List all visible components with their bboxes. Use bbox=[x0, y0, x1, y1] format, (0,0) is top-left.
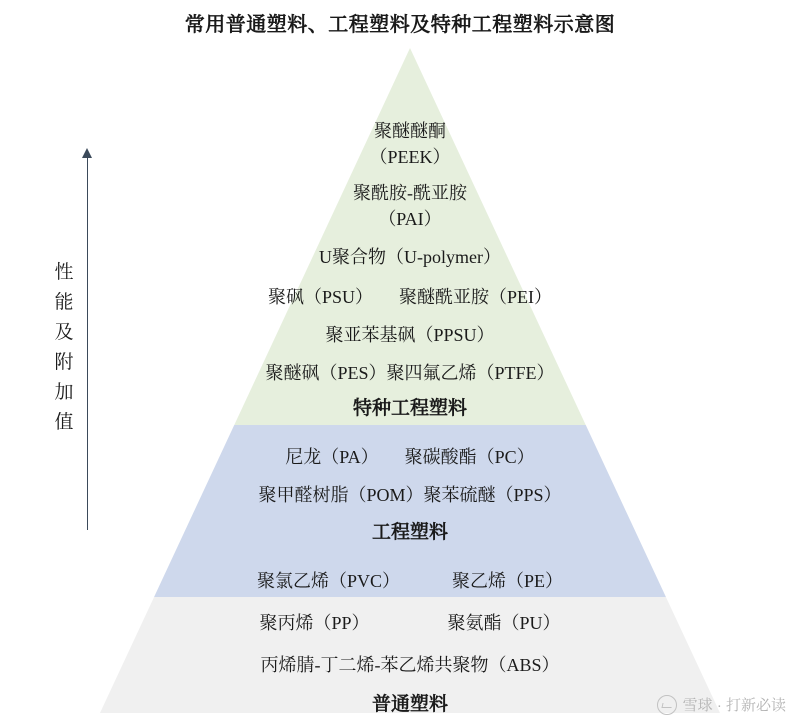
pyramid-item: 聚醚砜（PES） bbox=[265, 363, 387, 383]
pyramid-item: 聚酰胺-酰亚胺 bbox=[353, 183, 467, 203]
pyramid-item: 聚醚酰亚胺（PEI） bbox=[399, 287, 553, 307]
pyramid-labels bbox=[100, 48, 720, 713]
axis-label bbox=[50, 258, 78, 438]
pyramid-item: （PAI） bbox=[378, 209, 442, 229]
axis-label-char: 加 bbox=[54, 382, 74, 403]
value-axis bbox=[48, 150, 98, 530]
pyramid-category-label-general: 普通塑料 bbox=[371, 694, 448, 715]
pyramid-item: （PEEK） bbox=[369, 147, 451, 167]
pyramid-item-pair bbox=[100, 568, 720, 594]
pyramid-item: U聚合物（U-polymer） bbox=[319, 247, 501, 267]
page-title: 常用普通塑料、工程塑料及特种工程塑料示意图 bbox=[184, 14, 616, 36]
pyramid-item: 聚苯硫醚（PPS） bbox=[423, 485, 562, 505]
pyramid-item: 聚砜（PSU） bbox=[267, 287, 374, 307]
pyramid-item: 聚四氟乙烯（PTFE） bbox=[386, 363, 555, 383]
axis-line bbox=[87, 156, 88, 530]
pyramid-item: 聚甲醛树脂（POM） bbox=[258, 485, 424, 505]
pyramid-item: 尼龙（PA） bbox=[285, 447, 379, 467]
pyramid-item: 聚丙烯（PP） bbox=[259, 613, 370, 633]
pyramid-category-label-engineering: 工程塑料 bbox=[371, 522, 448, 543]
pyramid-item: 丙烯腈-丁二烯-苯乙烯共聚物（ABS） bbox=[260, 655, 560, 675]
axis-label-char: 值 bbox=[54, 412, 74, 433]
pyramid-item: 聚亚苯基砜（PPSU） bbox=[325, 325, 495, 345]
watermark-text: 雪球 · 打新必读 bbox=[682, 697, 786, 714]
pyramid-item-pair bbox=[100, 482, 720, 508]
pyramid-item-pair bbox=[100, 610, 720, 636]
axis-label-char: 及 bbox=[54, 322, 74, 343]
pyramid-item-pair bbox=[100, 360, 720, 386]
pyramid-item: 聚乙烯（PE） bbox=[452, 571, 564, 591]
pyramid-item-pair bbox=[100, 284, 720, 310]
axis-label-char: 性 bbox=[54, 262, 74, 283]
pyramid-item-pair bbox=[100, 444, 720, 470]
pyramid-item: 聚醚醚酮 bbox=[374, 121, 446, 141]
xueqiu-logo-icon bbox=[657, 695, 677, 715]
watermark bbox=[657, 694, 786, 715]
axis-label-char: 附 bbox=[54, 352, 74, 373]
pyramid-item: 聚氯乙烯（PVC） bbox=[256, 571, 400, 591]
pyramid-item: 聚碳酸酯（PC） bbox=[404, 447, 535, 467]
pyramid-item: 聚氨酯（PU） bbox=[447, 613, 561, 633]
axis-label-char: 能 bbox=[54, 292, 74, 313]
pyramid-category-label-special: 特种工程塑料 bbox=[352, 398, 467, 419]
